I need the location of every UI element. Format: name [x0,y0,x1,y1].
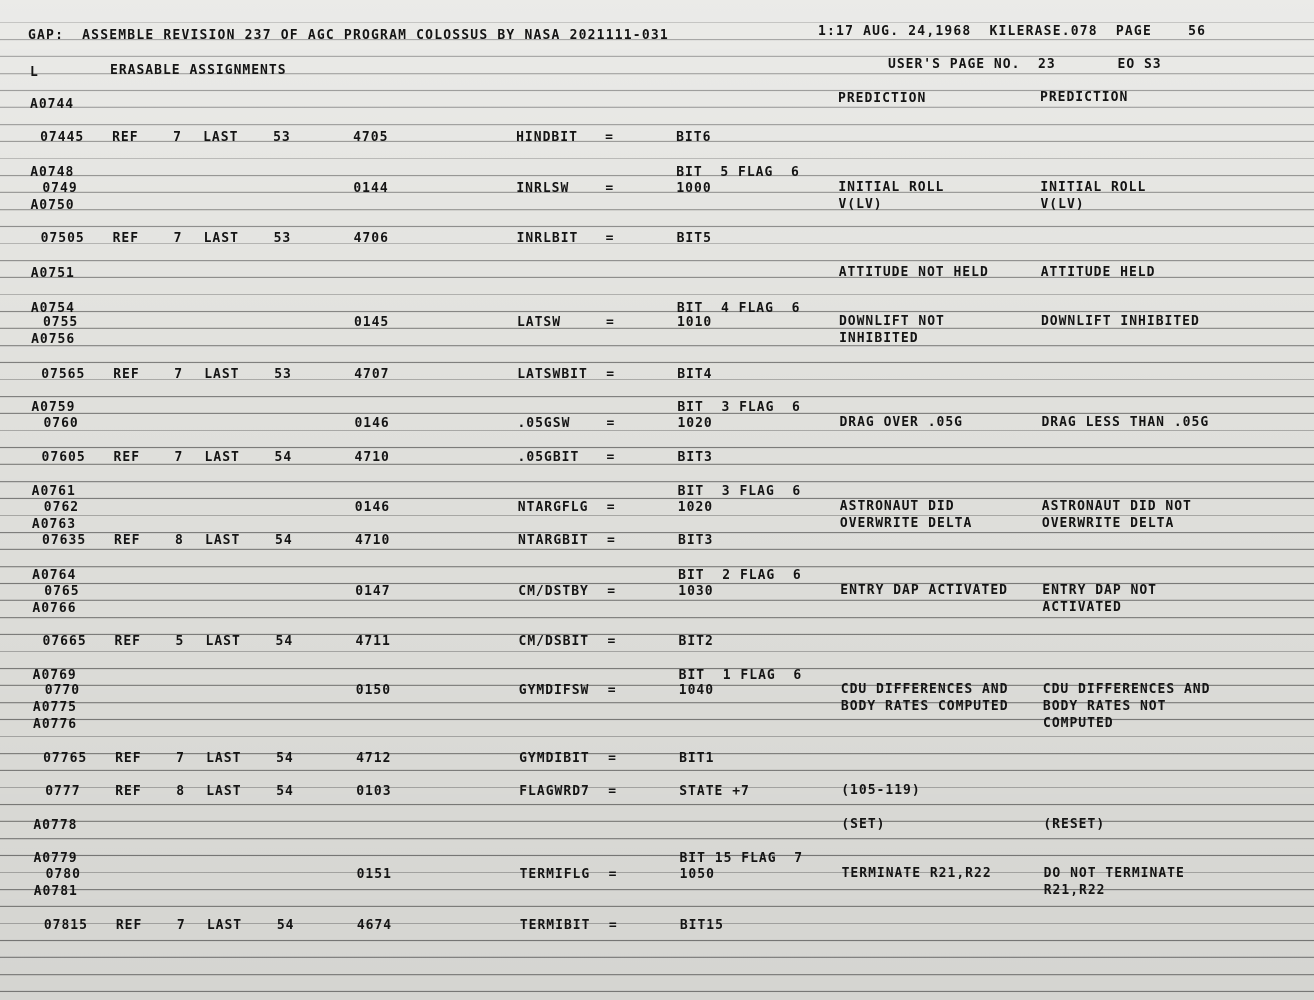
prediction-left: ATTITUDE NOT HELD [838,265,989,280]
line-code: A0750 [30,198,75,213]
ref-count: 8 [176,784,186,799]
symbol-value: 1030 [678,584,714,599]
line-code: A0763 [31,517,77,532]
header-timestamp-page: 1:17 AUG. 24,1968 KILERASE.078 PAGE 56 [818,24,1207,39]
line-code: A0764 [32,568,77,583]
prediction-left: DRAG OVER .05G [839,415,964,430]
prediction-left: ENTRY DAP ACTIVATED [840,583,1008,598]
ref-count: 7 [176,918,186,933]
prediction-left-header: PREDICTION [838,91,927,106]
equals-sign: = [607,634,617,649]
line-code: 07815 [43,918,88,933]
last-label: LAST [205,634,241,649]
last-label: LAST [205,533,241,548]
last-label: LAST [204,367,240,382]
last-page: 54 [276,784,294,799]
last-page: 54 [276,751,294,766]
ref-count: 5 [175,634,185,649]
last-page: 54 [274,450,293,465]
ref-count: 7 [173,130,182,145]
line-code: 0777 [45,784,81,799]
prediction-right: (RESET) [1043,817,1106,832]
line-code: A0756 [31,332,76,347]
symbol-value: BIT5 [676,231,712,246]
prediction-right: COMPUTED [1043,716,1114,731]
symbol-name: .05GSW [517,416,571,431]
symbol-name: LATSW [516,315,562,330]
section-title: ERASABLE ASSIGNMENTS [110,63,287,78]
ref-label: REF [113,450,141,465]
address: 0144 [353,181,389,196]
last-page: 53 [273,130,291,145]
equals-sign: = [605,181,615,196]
header-assembly-line: GAP: ASSEMBLE REVISION 237 OF AGC PROGRAM COLOSSUS BY NASA 2021111-031 [28,28,669,43]
prediction-right: ATTITUDE HELD [1040,265,1156,280]
ref-count: 8 [175,533,184,548]
line-code: 07765 [43,751,88,766]
symbol-name: NTARGBIT [518,533,589,548]
last-label: LAST [206,784,242,799]
line-code: 0765 [44,584,80,599]
last-page: 54 [275,634,294,649]
symbol-value: BIT6 [676,130,712,145]
user-page-number: USER'S PAGE NO. 23 EO S3 [888,57,1162,72]
symbol-value: 1050 [679,867,715,882]
prediction-right: INITIAL ROLL [1040,180,1147,195]
symbol-name: LATSWBIT [517,367,588,382]
last-page: 54 [275,533,293,548]
header-left-code: L [30,65,39,80]
prediction-left: V(LV) [838,197,883,212]
symbol-value: BIT 3 FLAG 6 [677,484,802,499]
address: 4706 [353,231,389,246]
prediction-right: BODY RATES NOT [1042,699,1167,714]
prediction-right: CDU DIFFERENCES AND [1042,682,1211,697]
last-page: 54 [276,918,295,933]
prediction-right: V(LV) [1040,197,1085,212]
address: 4710 [354,450,390,465]
symbol-name: CM/DSTBY [518,584,589,599]
symbol-name: .05GBIT [517,450,580,465]
symbol-name: NTARGFLG [517,500,589,515]
line-code: 0762 [43,500,80,515]
address: 0151 [356,867,392,882]
address: 0145 [353,315,390,330]
equals-sign: = [607,683,617,698]
address: 0146 [354,416,390,431]
symbol-value: BIT2 [678,634,714,649]
line-code: A0759 [31,400,76,415]
address: 4707 [354,367,390,382]
symbol-value: BIT 2 FLAG 6 [678,568,802,583]
symbol-value: BIT3 [677,450,713,465]
line-code: A0748 [30,165,75,180]
ref-count: 7 [174,367,184,382]
symbol-value: 1000 [676,181,712,196]
address: 4710 [355,533,391,548]
prediction-left: BODY RATES COMPUTED [840,699,1009,714]
line-code: A0781 [33,884,78,899]
last-label: LAST [206,751,242,766]
symbol-value: BIT 5 FLAG 6 [676,165,800,180]
ref-count: 7 [174,450,184,465]
last-label: LAST [203,130,239,145]
prediction-left: CDU DIFFERENCES AND [840,682,1009,697]
symbol-value: BIT 1 FLAG 6 [678,668,803,683]
symbol-value: BIT4 [677,367,713,382]
equals-sign: = [606,416,616,431]
prediction-left: INHIBITED [839,331,919,346]
symbol-value: BIT1 [679,751,715,766]
address: 4705 [353,130,389,145]
prediction-left: (SET) [841,817,886,832]
symbol-name: HINDBIT [516,130,578,145]
line-code: A0766 [32,601,77,616]
symbol-name: GYMDIFSW [518,683,590,698]
line-code: 07665 [42,634,87,649]
line-code: 07635 [42,533,87,548]
symbol-value: BIT 4 FLAG 6 [676,301,801,316]
prediction-right: ASTRONAUT DID NOT [1041,499,1192,514]
symbol-value: 1020 [677,500,714,515]
equals-sign: = [608,867,618,882]
symbol-name: GYMDIBIT [519,751,590,766]
last-page: 53 [274,367,292,382]
line-code: A0754 [30,301,75,316]
symbol-name: FLAGWRD7 [519,784,590,799]
prediction-left: OVERWRITE DELTA [839,516,973,531]
equals-sign: = [605,315,615,330]
prediction-right: DRAG LESS THAN .05G [1041,415,1210,430]
symbol-name: INRLSW [516,181,570,196]
equals-sign: = [608,784,618,799]
ref-label: REF [115,918,143,933]
prediction-right: R21,R22 [1043,883,1106,898]
line-code: 0755 [42,315,79,330]
equals-sign: = [607,533,616,548]
line-code: A0776 [33,717,78,732]
symbol-name: TERMIFLG [519,867,591,882]
prediction-right: DOWNLIFT INHIBITED [1040,314,1200,329]
line-code: A0769 [32,668,77,683]
line-code: A0775 [32,700,78,715]
symbol-value: 1020 [677,416,713,431]
ref-label: REF [115,751,142,766]
ref-label: REF [113,367,140,382]
symbol-value: BIT3 [678,533,714,548]
prediction-right: ACTIVATED [1042,600,1122,615]
line-code: 07565 [41,367,86,382]
equals-sign: = [608,918,618,933]
equals-sign: = [605,231,615,246]
line-code: A0751 [30,266,75,281]
line-code: 07505 [40,231,85,246]
symbol-name: CM/DSBIT [518,634,590,649]
prediction-left: DOWNLIFT NOT [838,314,945,329]
ref-label: REF [112,231,140,246]
address: 0147 [355,584,391,599]
line-code: A0761 [31,484,76,499]
line-code: 0749 [42,181,78,196]
address: 4712 [356,751,392,766]
prediction-left: TERMINATE R21,R22 [841,866,992,881]
prediction-left: ASTRONAUT DID [839,499,955,514]
last-label: LAST [204,450,240,465]
symbol-value: BIT15 [679,918,724,933]
symbol-value: BIT 3 FLAG 6 [677,400,801,415]
address: 4674 [356,918,393,933]
line-code: A0778 [33,818,78,833]
address: 0150 [355,683,392,698]
symbol-value: 1040 [678,683,715,698]
line-code: A0779 [33,851,78,866]
line-code: 07605 [41,450,86,465]
address: 0146 [354,500,391,515]
symbol-value: 1010 [676,315,713,330]
ref-label: REF [115,784,142,799]
ref-label: REF [114,533,141,548]
prediction-right-header: PREDICTION [1040,90,1129,105]
prediction-right: OVERWRITE DELTA [1041,516,1175,531]
line-code: 0770 [44,683,81,698]
address: 0103 [356,784,392,799]
symbol-name: TERMIBIT [519,918,591,933]
symbol-value: STATE +7 [679,784,750,799]
ref-count: 7 [173,231,183,246]
last-label: LAST [206,918,243,933]
equals-sign: = [606,450,616,465]
equals-sign: = [606,500,616,515]
symbol-name: INRLBIT [516,231,579,246]
prediction-left: INITIAL ROLL [838,180,945,195]
line-code: A0744 [30,97,75,112]
prediction-right: ENTRY DAP NOT [1042,583,1158,598]
prediction-right: DO NOT TERMINATE [1043,866,1185,881]
equals-sign: = [607,584,617,599]
ref-count: 7 [176,751,185,766]
prediction-left: (105-119) [841,783,921,798]
ref-label: REF [112,130,139,145]
address: 4711 [355,634,391,649]
equals-sign: = [606,367,616,382]
ref-label: REF [114,634,141,649]
equals-sign: = [608,751,617,766]
line-code: 0760 [43,416,79,431]
last-page: 53 [273,231,292,246]
last-label: LAST [203,231,239,246]
symbol-value: BIT 15 FLAG 7 [679,851,804,866]
line-code: 0780 [45,867,81,882]
line-code: 07445 [40,130,85,145]
equals-sign: = [605,130,614,145]
